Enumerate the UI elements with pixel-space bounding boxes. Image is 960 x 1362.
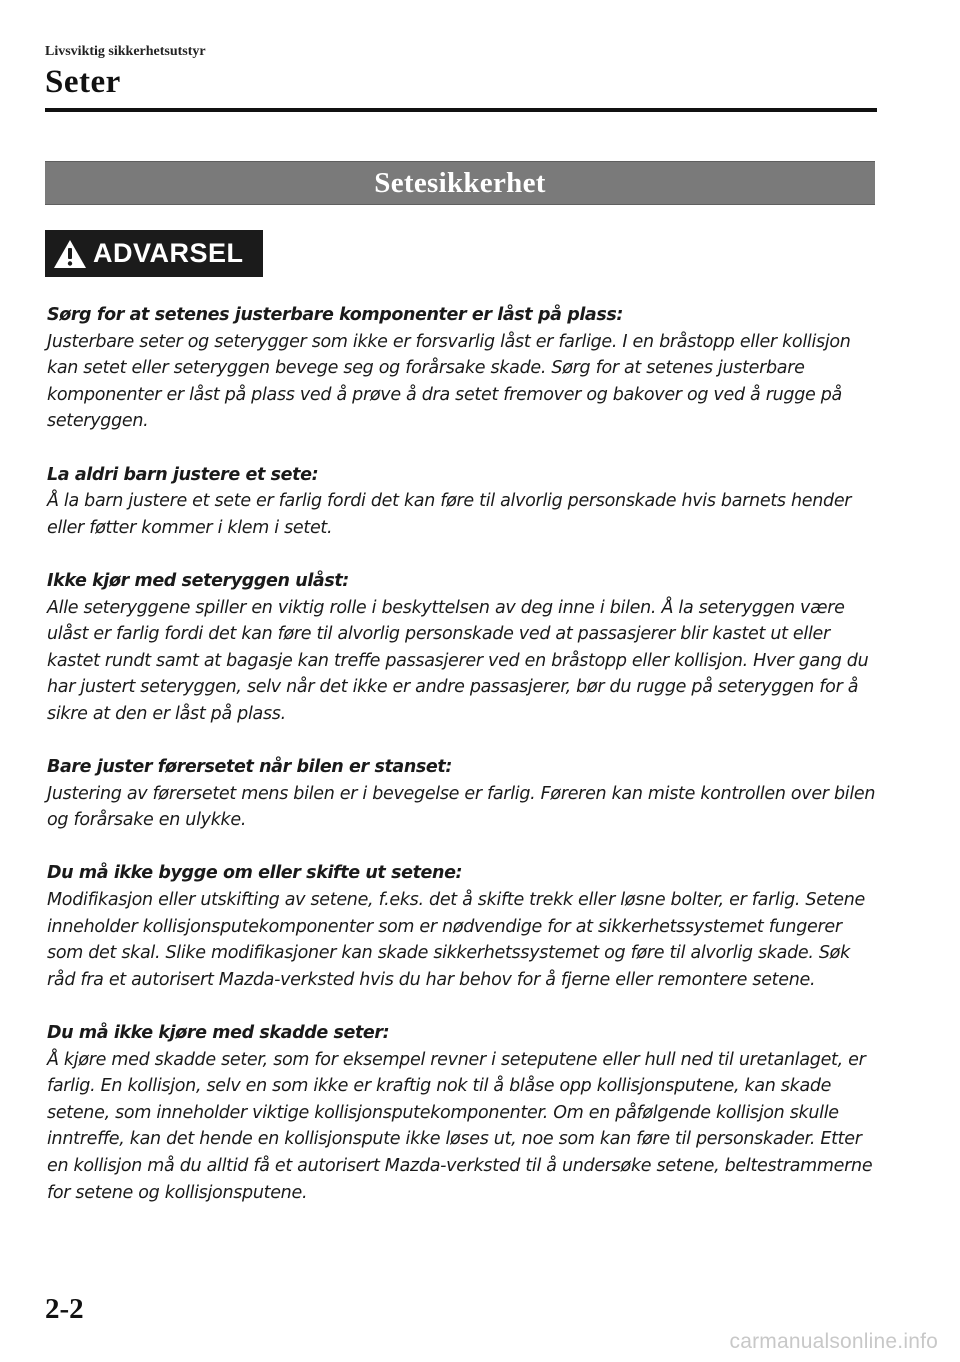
block-heading: Sørg for at setenes justerbare komponenter er låst på plass:: [47, 305, 623, 325]
warning-block: [47, 568, 882, 728]
block-heading: Bare juster førersetet når bilen er stanset:: [47, 757, 452, 778]
chapter-title: Seter: [45, 64, 121, 100]
block-heading: Ikke kjør med seteryggen ulåst:: [47, 570, 349, 591]
warning-badge: [45, 230, 263, 277]
page-number: 2-2: [45, 1293, 84, 1325]
warning-block: [47, 462, 882, 542]
warning-block: [47, 754, 882, 834]
block-text: Å kjøre med skadde seter, som for eksempel revner i seteputene eller hull ned til uretanlaget, er farlig. En kollisjon, selv en som ikke er kraftig nok til å blåse opp kollisjonsputene, kan skade setene, som inneholder viktige kollisjonsputekomponenter. Om en påfølgende kollisjon skulle inntreffe, kan det hende en kollisjonspute ikke løses ut, noe som kan føre til personskader. Etter en kollisjon må du alltid få et autorisert Mazda-verksted til å undersøke setene, beltestrammerne for setene og kollisjonsputene.: [47, 1049, 873, 1203]
block-text: Alle seteryggene spiller en viktig rolle i beskyttelsen av deg inne i bilen. Å la seteryggen være ulåst er farlig fordi det kan føre til alvorlig personskade ved at passasjerer blir kastet ut eller kastet rundt samt at bagasje kan treffe passasjerer ved en bråstopp eller kollisjon. Hver gang du har justert seteryggen, selv når det ikke er andre passasjerer, bør du rugge på seteryggen for å sikre at den er låst på plass.: [47, 597, 869, 724]
block-text: Modifikasjon eller utskifting av setene, f.eks. det å skifte trekk eller løsne bolter, er farlig. Setene inneholder kollisjonsputekomponenter som er nødvendige for at sikkerhetssystemet fungerer som det skal. Slike modifikasjoner kan skade sikkerhetssystemet og føre til alvorlig skade. Søk råd fra et autorisert Mazda-verksted hvis du har behov for å fjerne eller remontere setene.: [47, 890, 865, 990]
block-text: Justering av førersetet mens bilen er i bevegelse er farlig. Føreren kan miste kontrollen over bilen og forårsake en ulykke.: [47, 783, 876, 831]
block-heading: Du må ikke kjøre med skadde seter:: [47, 1023, 390, 1044]
warning-block: [47, 1020, 882, 1206]
section-banner: [45, 161, 875, 205]
warning-content: [47, 302, 882, 1233]
block-text: Justerbare seter og seterygger som ikke er forsvarlig låst er farlige. I en bråstopp eller kollisjon kan setet eller seteryggen bevege seg og forårsake skade. Sørg for at setenes justerbare komponenter er låst på plass ved å prøve å dra setet fremover og bakover og ved å rugge på seteryggen.: [47, 331, 851, 432]
block-heading: La aldri barn justere et sete:: [47, 464, 319, 485]
warning-block: [47, 860, 882, 993]
watermark: carmanualsonline.info: [729, 1330, 938, 1353]
section-title: Setesikkerhet: [374, 166, 546, 199]
block-heading: Du må ikke bygge om eller skifte ut setene:: [47, 863, 463, 884]
warning-triangle-icon: [53, 239, 87, 269]
warning-block: [47, 302, 882, 435]
title-divider: [45, 108, 877, 112]
block-text: Å la barn justere et sete er farlig fordi det kan føre til alvorlig personskade hvis barnets hender eller føtter kommer i klem i setet.: [47, 491, 852, 538]
warning-label: ADVARSEL: [93, 238, 244, 268]
breadcrumb: Livsviktig sikkerhetsutstyr: [45, 44, 206, 59]
